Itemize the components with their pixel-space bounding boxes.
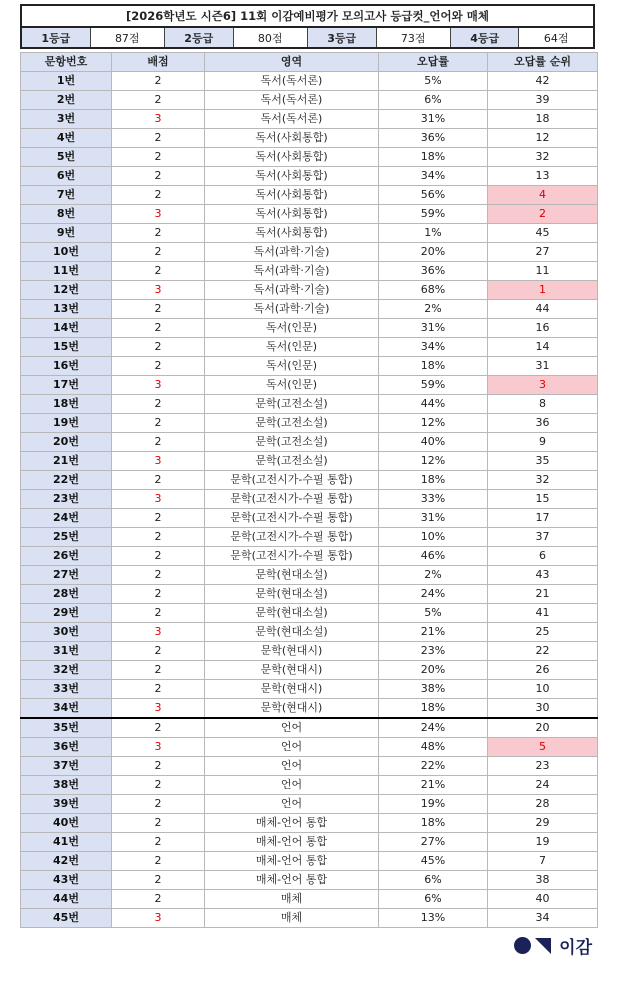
points-cell: 3 xyxy=(112,452,205,471)
error-rank-cell: 38 xyxy=(488,871,598,890)
table-row xyxy=(21,909,598,928)
question-number-cell: 31번 xyxy=(21,642,112,661)
error-rate-cell: 18% xyxy=(379,699,488,719)
area-cell: 문학(현대시) xyxy=(205,680,379,699)
points-cell: 3 xyxy=(112,909,205,928)
error-rate-cell: 34% xyxy=(379,338,488,357)
error-rank-cell: 7 xyxy=(488,852,598,871)
error-rank-cell: 16 xyxy=(488,319,598,338)
question-number-cell: 18번 xyxy=(21,395,112,414)
area-cell: 매체 xyxy=(205,909,379,928)
error-rate-cell: 12% xyxy=(379,452,488,471)
error-rate-cell: 31% xyxy=(379,319,488,338)
question-number-cell: 10번 xyxy=(21,243,112,262)
error-rank-cell: 39 xyxy=(488,91,598,110)
grade-label-4: 4등급 xyxy=(450,27,519,48)
error-rate-cell: 34% xyxy=(379,167,488,186)
area-cell: 독서(사회통합) xyxy=(205,129,379,148)
table-row xyxy=(21,433,598,452)
points-cell: 2 xyxy=(112,661,205,680)
table-row xyxy=(21,833,598,852)
points-cell: 2 xyxy=(112,338,205,357)
grade-value-3: 73점 xyxy=(376,27,450,48)
error-rank-cell: 43 xyxy=(488,566,598,585)
error-rate-cell: 46% xyxy=(379,547,488,566)
area-cell: 독서(인문) xyxy=(205,357,379,376)
error-rate-cell: 19% xyxy=(379,795,488,814)
table-row xyxy=(21,186,598,205)
error-rank-cell: 42 xyxy=(488,72,598,91)
error-rate-cell: 18% xyxy=(379,471,488,490)
table-row xyxy=(21,814,598,833)
igam-logo-triangle-icon xyxy=(535,938,551,954)
brand-name: 이감 xyxy=(559,938,592,958)
table-row xyxy=(21,148,598,167)
points-cell: 2 xyxy=(112,129,205,148)
points-cell: 2 xyxy=(112,91,205,110)
area-cell: 독서(사회통합) xyxy=(205,167,379,186)
error-rate-cell: 2% xyxy=(379,300,488,319)
table-row xyxy=(21,91,598,110)
error-rank-cell: 9 xyxy=(488,433,598,452)
error-rate-cell: 44% xyxy=(379,395,488,414)
area-cell: 독서(인문) xyxy=(205,319,379,338)
error-rank-cell: 36 xyxy=(488,414,598,433)
table-row xyxy=(21,414,598,433)
table-row xyxy=(21,167,598,186)
table-row xyxy=(21,262,598,281)
error-rate-cell: 2% xyxy=(379,566,488,585)
table-row xyxy=(21,357,598,376)
grade-value-1: 87점 xyxy=(90,27,164,48)
points-cell: 2 xyxy=(112,433,205,452)
grade-cut-row xyxy=(21,27,594,48)
area-cell: 문학(고전소설) xyxy=(205,395,379,414)
question-number-cell: 44번 xyxy=(21,890,112,909)
error-rate-cell: 5% xyxy=(379,604,488,623)
points-cell: 2 xyxy=(112,833,205,852)
error-rate-cell: 21% xyxy=(379,623,488,642)
error-rate-cell: 1% xyxy=(379,224,488,243)
question-number-cell: 5번 xyxy=(21,148,112,167)
question-number-cell: 45번 xyxy=(21,909,112,928)
error-rate-cell: 18% xyxy=(379,357,488,376)
question-number-cell: 13번 xyxy=(21,300,112,319)
area-cell: 언어 xyxy=(205,757,379,776)
area-cell: 독서(인문) xyxy=(205,338,379,357)
error-rate-cell: 6% xyxy=(379,871,488,890)
points-cell: 3 xyxy=(112,376,205,395)
points-cell: 3 xyxy=(112,281,205,300)
area-cell: 문학(현대소설) xyxy=(205,604,379,623)
col-header-area: 영역 xyxy=(205,53,379,72)
points-cell: 3 xyxy=(112,738,205,757)
table-row xyxy=(21,300,598,319)
error-rate-cell: 18% xyxy=(379,814,488,833)
error-rate-cell: 6% xyxy=(379,91,488,110)
area-cell: 문학(현대소설) xyxy=(205,623,379,642)
col-header-points: 배점 xyxy=(112,53,205,72)
points-cell: 2 xyxy=(112,642,205,661)
area-cell: 언어 xyxy=(205,795,379,814)
error-rank-cell: 34 xyxy=(488,909,598,928)
question-number-cell: 25번 xyxy=(21,528,112,547)
question-number-cell: 19번 xyxy=(21,414,112,433)
error-rate-cell: 23% xyxy=(379,642,488,661)
points-cell: 3 xyxy=(112,623,205,642)
table-row xyxy=(21,509,598,528)
area-cell: 매체-언어 통합 xyxy=(205,871,379,890)
error-rank-cell: 31 xyxy=(488,357,598,376)
table-row xyxy=(21,852,598,871)
question-number-cell: 6번 xyxy=(21,167,112,186)
points-cell: 3 xyxy=(112,110,205,129)
table-row xyxy=(21,547,598,566)
table-row xyxy=(21,224,598,243)
table-row xyxy=(21,718,598,738)
grade-value-4: 64점 xyxy=(519,27,594,48)
question-number-cell: 1번 xyxy=(21,72,112,91)
table-row xyxy=(21,110,598,129)
table-row xyxy=(21,129,598,148)
question-number-cell: 36번 xyxy=(21,738,112,757)
area-cell: 문학(현대시) xyxy=(205,661,379,680)
page-title: [2026학년도 시즌6] 11회 이감예비평가 모의고사 등급컷_언어와 매체 xyxy=(21,5,594,27)
error-rate-cell: 31% xyxy=(379,509,488,528)
error-rate-cell: 24% xyxy=(379,718,488,738)
points-cell: 2 xyxy=(112,300,205,319)
points-cell: 2 xyxy=(112,604,205,623)
area-cell: 언어 xyxy=(205,776,379,795)
area-cell: 문학(고전시가-수필 통합) xyxy=(205,490,379,509)
area-cell: 문학(현대시) xyxy=(205,699,379,719)
points-cell: 2 xyxy=(112,680,205,699)
area-cell: 매체-언어 통합 xyxy=(205,852,379,871)
question-number-cell: 21번 xyxy=(21,452,112,471)
col-header-error-rate: 오답률 xyxy=(379,53,488,72)
error-rank-cell: 2 xyxy=(488,205,598,224)
table-row xyxy=(21,642,598,661)
area-cell: 언어 xyxy=(205,738,379,757)
error-rank-cell: 5 xyxy=(488,738,598,757)
table-row xyxy=(21,623,598,642)
area-cell: 독서(과학·기술) xyxy=(205,281,379,300)
error-rate-cell: 31% xyxy=(379,110,488,129)
question-number-cell: 29번 xyxy=(21,604,112,623)
question-number-cell: 41번 xyxy=(21,833,112,852)
error-rank-cell: 12 xyxy=(488,129,598,148)
error-rate-cell: 59% xyxy=(379,376,488,395)
points-cell: 2 xyxy=(112,795,205,814)
question-number-cell: 17번 xyxy=(21,376,112,395)
error-rate-cell: 56% xyxy=(379,186,488,205)
question-number-cell: 43번 xyxy=(21,871,112,890)
error-rank-cell: 24 xyxy=(488,776,598,795)
error-rank-cell: 32 xyxy=(488,471,598,490)
error-rank-cell: 17 xyxy=(488,509,598,528)
table-row xyxy=(21,604,598,623)
points-cell: 2 xyxy=(112,757,205,776)
grade-label-3: 3등급 xyxy=(307,27,376,48)
table-row xyxy=(21,585,598,604)
error-rate-cell: 24% xyxy=(379,585,488,604)
error-rank-cell: 1 xyxy=(488,281,598,300)
error-rank-cell: 40 xyxy=(488,890,598,909)
question-number-cell: 34번 xyxy=(21,699,112,719)
question-number-cell: 20번 xyxy=(21,433,112,452)
area-cell: 매체 xyxy=(205,890,379,909)
question-stats-table xyxy=(20,52,598,928)
error-rank-cell: 30 xyxy=(488,699,598,719)
error-rank-cell: 26 xyxy=(488,661,598,680)
error-rank-cell: 11 xyxy=(488,262,598,281)
error-rate-cell: 27% xyxy=(379,833,488,852)
table-row xyxy=(21,471,598,490)
points-cell: 2 xyxy=(112,871,205,890)
points-cell: 2 xyxy=(112,319,205,338)
table-row xyxy=(21,890,598,909)
question-number-cell: 39번 xyxy=(21,795,112,814)
error-rate-cell: 6% xyxy=(379,890,488,909)
question-number-cell: 27번 xyxy=(21,566,112,585)
error-rate-cell: 33% xyxy=(379,490,488,509)
question-number-cell: 24번 xyxy=(21,509,112,528)
area-cell: 문학(현대시) xyxy=(205,642,379,661)
area-cell: 문학(고전소설) xyxy=(205,452,379,471)
error-rate-cell: 21% xyxy=(379,776,488,795)
error-rate-cell: 68% xyxy=(379,281,488,300)
area-cell: 문학(고전소설) xyxy=(205,414,379,433)
table-row xyxy=(21,757,598,776)
question-number-cell: 23번 xyxy=(21,490,112,509)
question-number-cell: 15번 xyxy=(21,338,112,357)
question-number-cell: 33번 xyxy=(21,680,112,699)
area-cell: 문학(고전시가-수필 통합) xyxy=(205,471,379,490)
error-rate-cell: 13% xyxy=(379,909,488,928)
table-row xyxy=(21,528,598,547)
error-rank-cell: 14 xyxy=(488,338,598,357)
error-rank-cell: 32 xyxy=(488,148,598,167)
error-rank-cell: 6 xyxy=(488,547,598,566)
area-cell: 독서(과학·기술) xyxy=(205,243,379,262)
area-cell: 문학(고전시가-수필 통합) xyxy=(205,528,379,547)
points-cell: 2 xyxy=(112,718,205,738)
error-rank-cell: 23 xyxy=(488,757,598,776)
table-row xyxy=(21,243,598,262)
points-cell: 3 xyxy=(112,205,205,224)
igam-logo-icon xyxy=(514,937,531,954)
error-rank-cell: 18 xyxy=(488,110,598,129)
error-rank-cell: 25 xyxy=(488,623,598,642)
points-cell: 2 xyxy=(112,585,205,604)
area-cell: 문학(현대소설) xyxy=(205,566,379,585)
points-cell: 2 xyxy=(112,167,205,186)
question-number-cell: 14번 xyxy=(21,319,112,338)
table-row xyxy=(21,72,598,91)
grade-label-2: 2등급 xyxy=(164,27,233,48)
points-cell: 2 xyxy=(112,566,205,585)
question-number-cell: 35번 xyxy=(21,718,112,738)
points-cell: 3 xyxy=(112,490,205,509)
table-row xyxy=(21,338,598,357)
error-rate-cell: 38% xyxy=(379,680,488,699)
area-cell: 독서(독서론) xyxy=(205,72,379,91)
error-rank-cell: 27 xyxy=(488,243,598,262)
col-header-error-rank: 오답률 순위 xyxy=(488,53,598,72)
error-rank-cell: 29 xyxy=(488,814,598,833)
points-cell: 2 xyxy=(112,262,205,281)
table-row xyxy=(21,699,598,719)
error-rank-cell: 35 xyxy=(488,452,598,471)
area-cell: 독서(사회통합) xyxy=(205,186,379,205)
error-rate-cell: 10% xyxy=(379,528,488,547)
points-cell: 2 xyxy=(112,471,205,490)
points-cell: 2 xyxy=(112,776,205,795)
question-number-cell: 30번 xyxy=(21,623,112,642)
area-cell: 독서(사회통합) xyxy=(205,205,379,224)
question-number-cell: 8번 xyxy=(21,205,112,224)
points-cell: 2 xyxy=(112,814,205,833)
error-rate-cell: 22% xyxy=(379,757,488,776)
question-number-cell: 4번 xyxy=(21,129,112,148)
error-rank-cell: 3 xyxy=(488,376,598,395)
points-cell: 2 xyxy=(112,852,205,871)
error-rank-cell: 45 xyxy=(488,224,598,243)
error-rank-cell: 10 xyxy=(488,680,598,699)
error-rate-cell: 45% xyxy=(379,852,488,871)
area-cell: 독서(독서론) xyxy=(205,110,379,129)
area-cell: 매체-언어 통합 xyxy=(205,833,379,852)
table-header-row xyxy=(21,53,598,72)
error-rate-cell: 59% xyxy=(379,205,488,224)
points-cell: 2 xyxy=(112,72,205,91)
points-cell: 2 xyxy=(112,414,205,433)
table-row xyxy=(21,738,598,757)
question-number-cell: 42번 xyxy=(21,852,112,871)
points-cell: 2 xyxy=(112,547,205,566)
table-row xyxy=(21,795,598,814)
error-rank-cell: 37 xyxy=(488,528,598,547)
question-number-cell: 26번 xyxy=(21,547,112,566)
area-cell: 문학(현대소설) xyxy=(205,585,379,604)
table-row xyxy=(21,395,598,414)
area-cell: 독서(사회통합) xyxy=(205,148,379,167)
points-cell: 2 xyxy=(112,186,205,205)
error-rate-cell: 40% xyxy=(379,433,488,452)
table-row xyxy=(21,376,598,395)
error-rank-cell: 41 xyxy=(488,604,598,623)
error-rank-cell: 8 xyxy=(488,395,598,414)
area-cell: 독서(과학·기술) xyxy=(205,262,379,281)
error-rate-cell: 12% xyxy=(379,414,488,433)
area-cell: 매체-언어 통합 xyxy=(205,814,379,833)
table-row xyxy=(21,490,598,509)
error-rank-cell: 44 xyxy=(488,300,598,319)
points-cell: 2 xyxy=(112,224,205,243)
area-cell: 독서(인문) xyxy=(205,376,379,395)
points-cell: 2 xyxy=(112,243,205,262)
question-number-cell: 38번 xyxy=(21,776,112,795)
points-cell: 2 xyxy=(112,509,205,528)
points-cell: 2 xyxy=(112,890,205,909)
question-number-cell: 16번 xyxy=(21,357,112,376)
points-cell: 2 xyxy=(112,357,205,376)
error-rank-cell: 28 xyxy=(488,795,598,814)
area-cell: 문학(고전시가-수필 통합) xyxy=(205,547,379,566)
table-row xyxy=(21,281,598,300)
points-cell: 2 xyxy=(112,528,205,547)
table-row xyxy=(21,871,598,890)
table-row xyxy=(21,566,598,585)
error-rank-cell: 21 xyxy=(488,585,598,604)
error-rate-cell: 18% xyxy=(379,148,488,167)
error-rate-cell: 20% xyxy=(379,243,488,262)
area-cell: 독서(사회통합) xyxy=(205,224,379,243)
grade-value-2: 80점 xyxy=(233,27,307,48)
error-rank-cell: 19 xyxy=(488,833,598,852)
error-rate-cell: 36% xyxy=(379,262,488,281)
question-number-cell: 37번 xyxy=(21,757,112,776)
question-number-cell: 40번 xyxy=(21,814,112,833)
question-number-cell: 11번 xyxy=(21,262,112,281)
area-cell: 문학(고전시가-수필 통합) xyxy=(205,509,379,528)
brand-logo xyxy=(514,933,592,958)
table-row xyxy=(21,205,598,224)
col-header-number: 문항번호 xyxy=(21,53,112,72)
error-rank-cell: 20 xyxy=(488,718,598,738)
error-rate-cell: 20% xyxy=(379,661,488,680)
question-number-cell: 3번 xyxy=(21,110,112,129)
error-rank-cell: 22 xyxy=(488,642,598,661)
question-number-cell: 22번 xyxy=(21,471,112,490)
points-cell: 3 xyxy=(112,699,205,719)
table-row xyxy=(21,452,598,471)
table-row xyxy=(21,319,598,338)
table-row xyxy=(21,661,598,680)
table-row xyxy=(21,680,598,699)
points-cell: 2 xyxy=(112,395,205,414)
question-number-cell: 28번 xyxy=(21,585,112,604)
question-number-cell: 9번 xyxy=(21,224,112,243)
area-cell: 문학(고전소설) xyxy=(205,433,379,452)
points-cell: 2 xyxy=(112,148,205,167)
error-rate-cell: 5% xyxy=(379,72,488,91)
area-cell: 독서(독서론) xyxy=(205,91,379,110)
question-number-cell: 32번 xyxy=(21,661,112,680)
error-rate-cell: 48% xyxy=(379,738,488,757)
error-rank-cell: 4 xyxy=(488,186,598,205)
question-number-cell: 2번 xyxy=(21,91,112,110)
question-number-cell: 7번 xyxy=(21,186,112,205)
error-rate-cell: 36% xyxy=(379,129,488,148)
error-rank-cell: 13 xyxy=(488,167,598,186)
area-cell: 독서(과학·기술) xyxy=(205,300,379,319)
question-number-cell: 12번 xyxy=(21,281,112,300)
error-rank-cell: 15 xyxy=(488,490,598,509)
grade-cut-header xyxy=(20,4,595,49)
table-row xyxy=(21,776,598,795)
grade-label-1: 1등급 xyxy=(21,27,90,48)
area-cell: 언어 xyxy=(205,718,379,738)
